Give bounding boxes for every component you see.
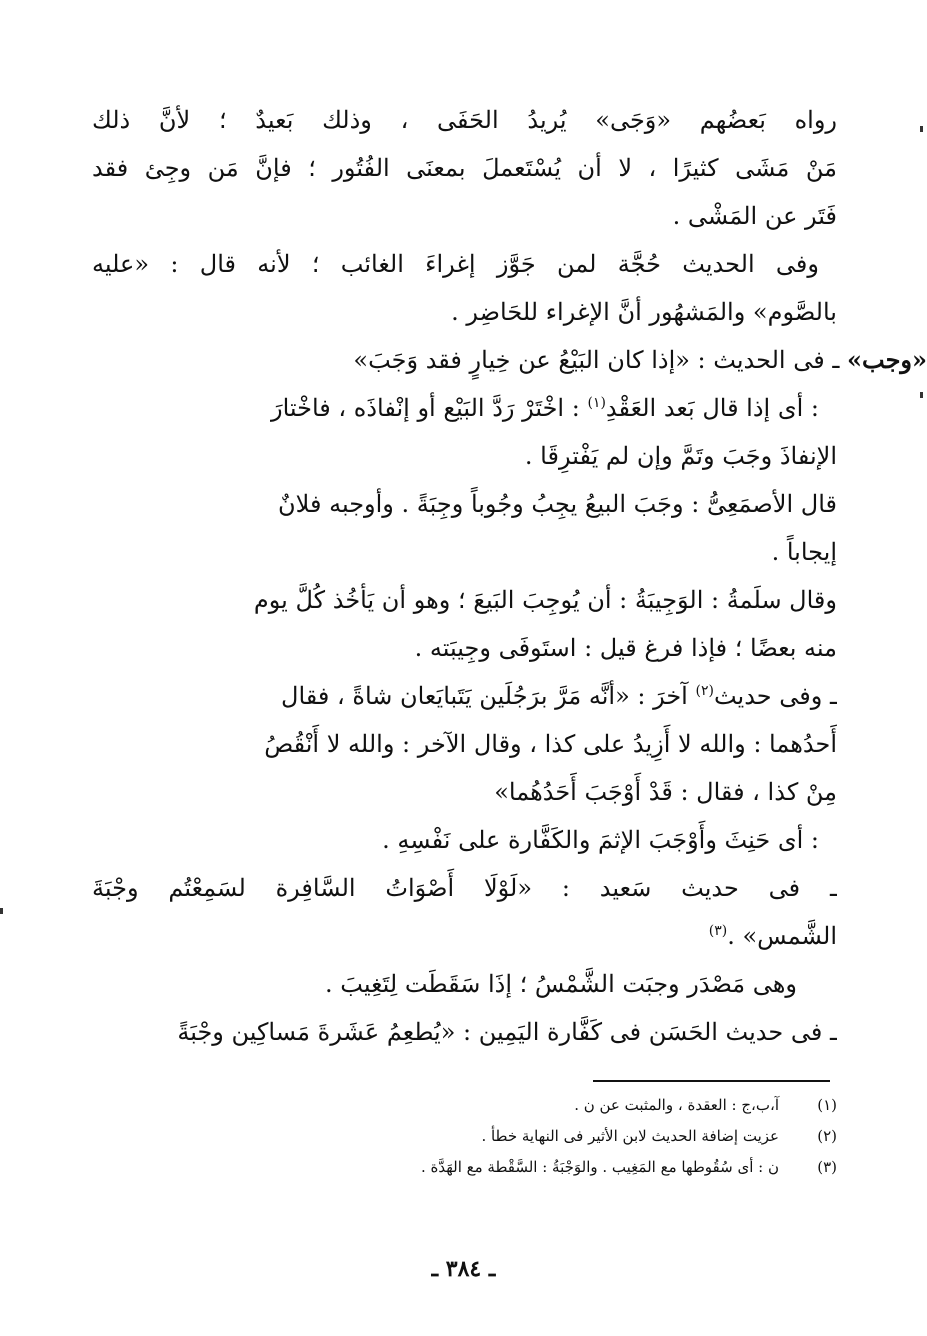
text-line	[92, 672, 837, 720]
footnote-separator	[593, 1080, 830, 1082]
footnote-number: (١)	[817, 1096, 837, 1114]
line-part: : أى إذا قال بَعد العَقْدِ	[605, 394, 819, 422]
footnotes	[92, 1090, 837, 1183]
scan-edge-mark	[920, 126, 923, 132]
text-line: إيجاباً .	[771, 538, 837, 566]
text-line: منه بعضًا ؛ فإذا فرغ قيل : استَوفَى وجِيبَته .	[414, 634, 837, 662]
footnote-number: (٢)	[817, 1127, 837, 1145]
text-line: وفى الحديث حُجَّة لمن جَوَّز إغراءَ الغائب ؛ لأنه قال : «عليه	[92, 250, 819, 278]
text-line: الإنفاذَ وجَبَ وتَمَّ وإن لم يَفْترِقَا .	[524, 442, 837, 470]
line-part: آخرَ : «أنَّه مَرَّ برَجُلَين يَتَبايَعان شاةً ، فقال	[281, 682, 696, 710]
footnote	[92, 1121, 837, 1152]
footnote-ref-2: (٢)	[695, 683, 714, 699]
footnote	[92, 1090, 837, 1121]
footnote-number: (٣)	[817, 1158, 837, 1176]
text-line: فَتَر عن المَشْى .	[672, 202, 837, 230]
entry-text: ـ فى الحديث : «إذا كان البَيْعُ عن خِيارٍ فقد وَجَبَ»	[353, 346, 840, 374]
margin-keyword: «وجب»	[847, 345, 927, 374]
text-line: : أى حَنِثَ وأَوْجَبَ الإثمَ والكَفَّارة على نَفْسِهِ .	[382, 826, 819, 854]
line-part: : اخْتَرْ رَدَّ البَيْع أو إنْفاذَه ، فاخْتارَ	[270, 394, 588, 422]
text-line: قال الأصمَعِىُّ : وجَبَ البيعُ يجِبُ وجُوباً وجِبَةً . وأوجبه فلانٌ	[278, 490, 837, 518]
footnote	[92, 1152, 837, 1183]
text-line: مِنْ كذا ، فقال : قَدْ أَوْجَبَ أَحَدُهُما»	[494, 778, 837, 806]
footnote-text: ن : أى سُقُوطها مع المَغِيب . والوَجْبَةُ : السَّقْطة مع الهَدَّة .	[420, 1158, 779, 1176]
text-line: رواه بَعضُهم «وَجَى» يُريدُ الحَفَى ، وذلك بَعيدٌ ؛ لأنَّ ذلك	[92, 106, 837, 134]
text-line: ـ فى حديث الحَسَن فى كَفَّارة اليَمِين : «يُطعِمُ عَشَرةَ مَساكِين وجْبَةً	[177, 1018, 837, 1046]
text-line-entry-wajab	[92, 336, 927, 384]
line-part: ـ وفى حديث	[713, 682, 837, 710]
main-text	[92, 96, 927, 1056]
text-line	[92, 912, 837, 960]
text-line: مَنْ مَشَى كثيرًا ، لا أن يُسْتَعملَ بمعنَى الفُتُور ؛ فإنَّ مَن وجِئ فقد	[92, 154, 837, 182]
text-line: ـ فى حديث سَعيد : «لَوْلَا أَصْوَاتُ السَّافِرة لسَمِعْتُم وجْبَةَ	[92, 874, 837, 902]
line-part: الشَّمس» .	[727, 922, 837, 950]
footnote-ref-1: (١)	[587, 395, 606, 411]
footnote-text: عزيت إضافة الحديث لابن الأثير فى النهاية خطأ .	[481, 1127, 779, 1145]
text-line: بالصَّوم» والمَشهُور أنَّ الإغراء للحَاضِر .	[451, 298, 837, 326]
scan-edge-mark	[0, 908, 3, 914]
text-line: وقال سلَمةُ : الوَجِيبَةُ : أن يُوجِبَ البَيعَ ؛ وهو أن يَأخُذ كُلَّ يوم	[253, 586, 837, 614]
text-line: وهى مَصْدَر وجبَت الشَّمْسُ ؛ إذَا سَقَطَت لِتَغِيبَ .	[325, 970, 797, 998]
page-number: ـ ٣٨٤ ـ	[431, 1256, 496, 1282]
text-line	[92, 384, 837, 432]
text-line: أَحدُهما : والله لا أَزِيدُ على كذا ، وقال الآخر : والله لا أَنْقُصُ	[264, 730, 837, 758]
footnote-ref-3: (٣)	[708, 923, 728, 939]
footnote-text: آ،ب،ج : العقدة ، والمثبت عن ن .	[574, 1096, 779, 1114]
scan-edge-mark	[920, 392, 923, 398]
